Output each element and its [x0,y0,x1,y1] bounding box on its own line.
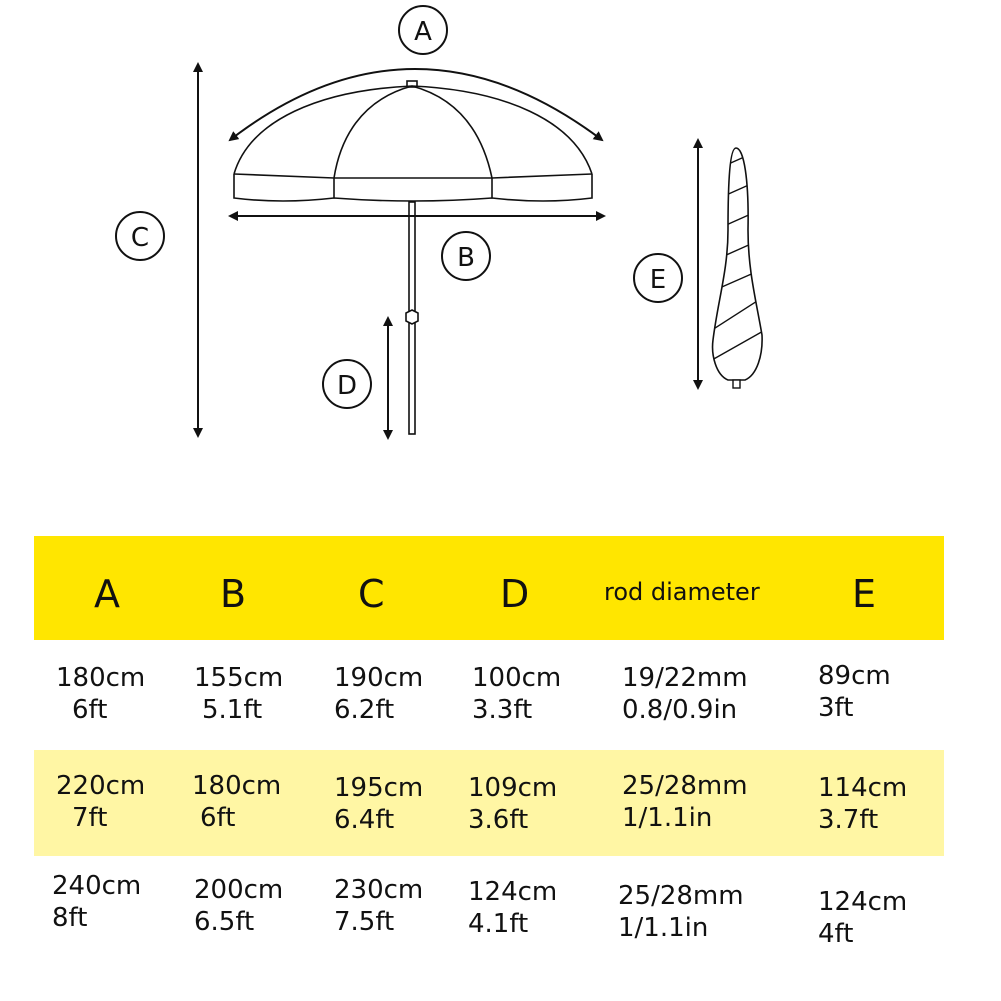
table-cell: 230cm 7.5ft [334,875,424,937]
dimension-e [634,140,698,388]
dimension-c [116,64,198,436]
label-a: A [414,17,432,47]
table-cell: 100cm 3.3ft [472,663,562,725]
table-cell: 190cm 6.2ft [334,663,424,725]
table-row [34,642,944,750]
furled-umbrella [712,148,765,388]
table-cell: 200cm 6.5ft [194,875,284,937]
umbrella-pole [406,202,418,434]
table-cell: 155cm 5.1ft [194,663,284,725]
label-e: E [649,265,667,295]
header-e: E [852,572,877,616]
header-a: A [94,572,120,616]
table-row [34,856,944,986]
table-row [34,750,944,856]
dimension-d [323,318,388,438]
header-rod-diameter: rod diameter [604,578,760,606]
table-cell: 19/22mm 0.8/0.9in [622,663,748,725]
dimension-b [230,216,604,280]
label-d: D [336,371,358,401]
table-cell: 195cm 6.4ft [334,773,424,835]
table-cell: 240cm 8ft [52,871,142,933]
label-c: C [130,223,150,253]
header-d: D [500,572,530,616]
header-b: B [220,572,247,616]
table-cell: 114cm 3.7ft [818,773,908,835]
header-c: C [358,572,385,616]
table-cell: 124cm 4.1ft [468,877,558,939]
label-b: B [457,243,475,273]
table-cell: 220cm 7ft [56,771,146,833]
table-cell: 180cm 6ft [56,663,146,725]
size-table [34,536,944,991]
table-cell: 25/28mm 1/1.1in [618,881,744,943]
table-cell: 89cm 3ft [818,661,891,723]
table-header [34,536,944,640]
table-cell: 25/28mm 1/1.1in [622,771,748,833]
table-cell: 109cm 3.6ft [468,773,558,835]
table-cell: 124cm 4ft [818,887,908,949]
table-cell: 180cm 6ft [192,771,282,833]
